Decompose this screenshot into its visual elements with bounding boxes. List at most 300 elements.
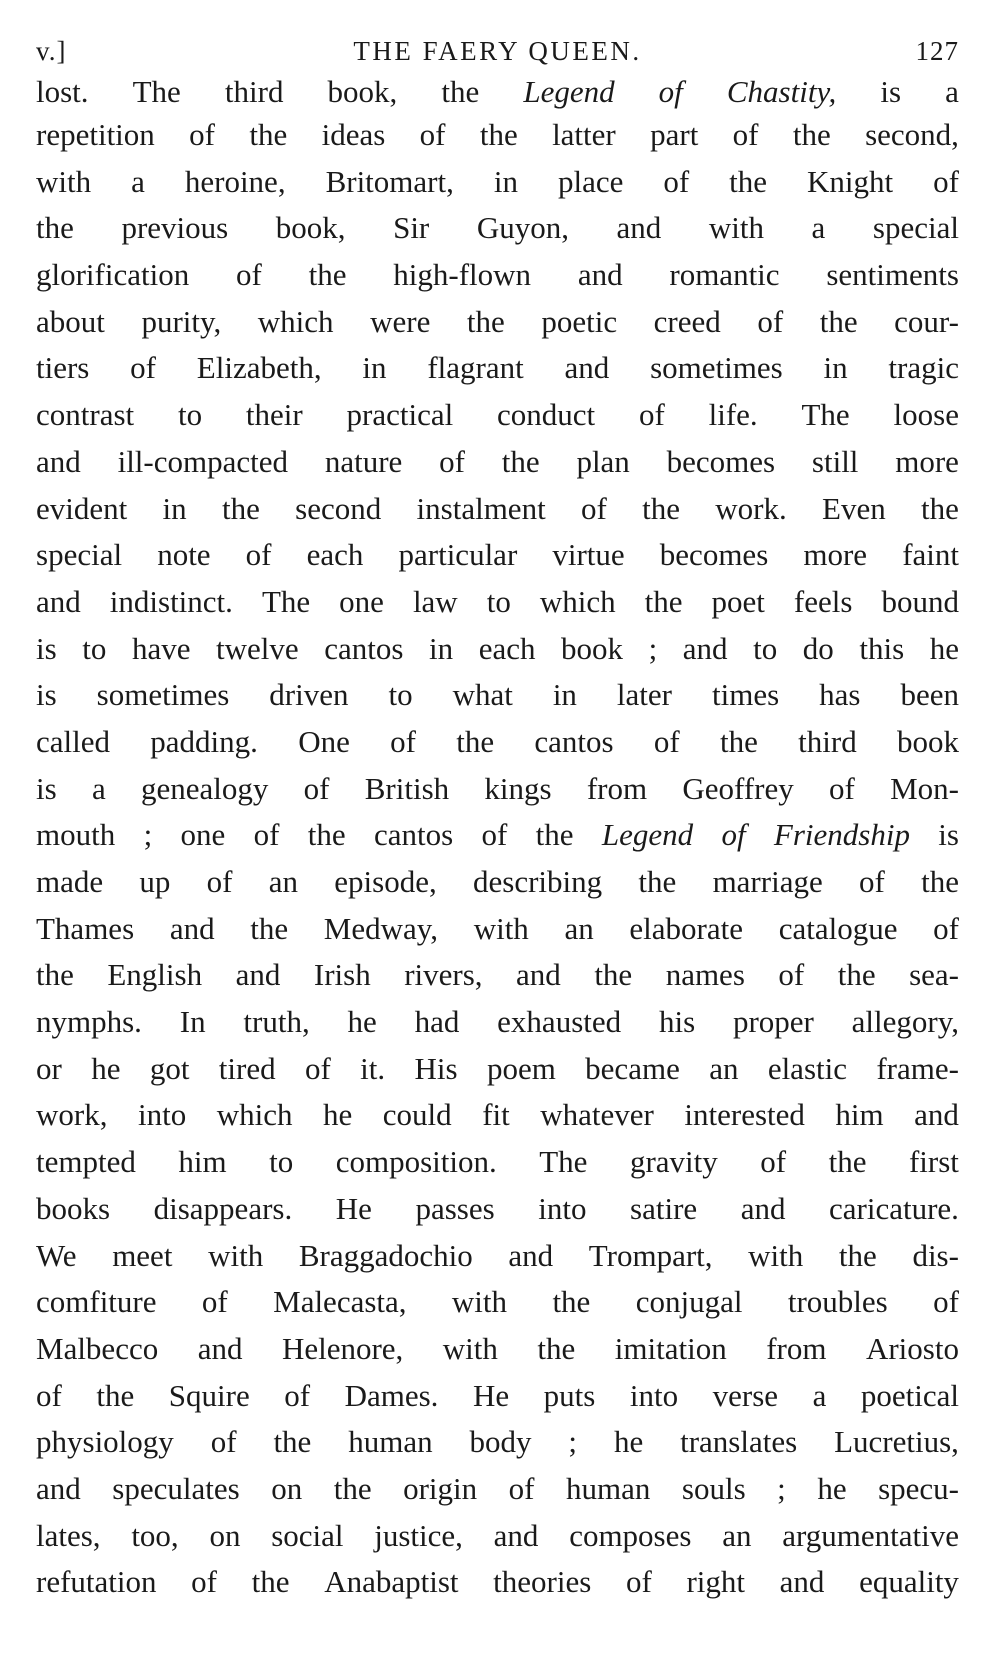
word: catalogue <box>778 910 898 946</box>
word: nymphs. <box>36 1004 142 1040</box>
word: of <box>303 770 330 806</box>
word: driven <box>269 677 349 713</box>
word: first <box>908 1144 959 1180</box>
word: cour- <box>894 303 959 339</box>
word: of <box>638 397 665 433</box>
word: and <box>616 210 662 246</box>
word: and <box>914 1097 959 1133</box>
body-text <box>36 72 959 1606</box>
word: an <box>564 910 594 946</box>
text-line <box>36 345 959 392</box>
word: with <box>748 1237 804 1273</box>
word: composes <box>569 1517 692 1553</box>
word: becomes <box>666 443 776 479</box>
word: he <box>347 1004 377 1040</box>
word: gravity <box>629 1144 718 1180</box>
word: times <box>711 677 780 713</box>
word: life. <box>708 397 758 433</box>
word: have <box>131 630 191 666</box>
word: and <box>169 910 215 946</box>
word: of <box>253 817 280 853</box>
word: feels <box>793 583 853 619</box>
word: of <box>390 723 416 759</box>
word: souls <box>681 1470 746 1506</box>
word: their <box>245 397 303 433</box>
word: the <box>249 117 288 152</box>
word: virtue <box>552 537 625 573</box>
word: about <box>36 303 105 339</box>
word: work, <box>36 1097 108 1133</box>
word: is <box>938 817 959 853</box>
word: poet <box>711 583 765 619</box>
word: Geoffrey <box>682 770 794 806</box>
word: third <box>798 723 857 759</box>
text-line <box>36 439 959 486</box>
word: it. <box>360 1050 386 1086</box>
word: the <box>36 210 74 246</box>
text-line <box>36 999 959 1046</box>
word: could <box>382 1097 452 1133</box>
word: puts <box>543 1377 596 1413</box>
word: theories <box>493 1564 592 1600</box>
word: of <box>658 74 683 109</box>
word: a <box>812 1377 827 1413</box>
word: lates, <box>36 1517 101 1553</box>
word: Thames <box>36 910 135 946</box>
word: previous <box>121 210 229 246</box>
text-line <box>36 1559 959 1606</box>
word: lost. <box>36 74 89 109</box>
text-line <box>36 1373 959 1420</box>
word: elaborate <box>629 910 744 946</box>
word: the <box>594 957 633 993</box>
word: His <box>414 1050 458 1086</box>
word: composition. <box>335 1144 497 1180</box>
word: in <box>162 490 187 526</box>
word: Britomart, <box>325 163 454 199</box>
word: Even <box>822 490 886 526</box>
word: each <box>478 630 536 666</box>
text-line <box>36 579 959 626</box>
word: special <box>872 210 959 246</box>
word: the <box>501 443 540 479</box>
word: nature <box>324 443 403 479</box>
word: padding. <box>150 723 258 759</box>
word: plan <box>576 443 630 479</box>
word: with <box>473 910 529 946</box>
word: right <box>686 1564 745 1600</box>
word: ; <box>777 1470 786 1506</box>
word: made <box>36 864 104 899</box>
word: each <box>306 537 364 573</box>
word: We <box>36 1237 77 1273</box>
text-line <box>36 72 959 112</box>
word: of <box>933 910 959 946</box>
word: the <box>720 723 758 759</box>
word: second <box>295 490 382 526</box>
word: of <box>580 490 607 526</box>
word: the <box>479 117 518 152</box>
word: of <box>245 537 272 573</box>
text-line <box>36 532 959 579</box>
word: is <box>36 630 57 666</box>
text-line <box>36 1092 959 1139</box>
word: he <box>613 1424 644 1460</box>
word: do <box>802 630 834 666</box>
word: of <box>721 817 746 853</box>
word: imitation <box>614 1330 727 1366</box>
word: the <box>441 74 480 109</box>
text-line <box>36 719 959 766</box>
word: troubles <box>787 1284 888 1320</box>
word: Malbecco <box>36 1330 159 1366</box>
word: an <box>722 1517 752 1553</box>
word: and <box>235 957 281 993</box>
word: fit <box>482 1097 510 1133</box>
word: on <box>271 1470 303 1506</box>
text-line <box>36 812 959 859</box>
word: had <box>414 1004 460 1040</box>
word: whatever <box>540 1097 654 1133</box>
word: got <box>149 1050 190 1086</box>
word: translates <box>680 1424 798 1460</box>
word: Guyon, <box>476 210 569 246</box>
word: is <box>36 770 57 806</box>
word: caricature. <box>829 1190 959 1226</box>
word: heroine, <box>184 163 286 199</box>
word: to <box>486 583 511 619</box>
word: of <box>284 1377 311 1413</box>
word: of <box>419 117 446 152</box>
word: body <box>469 1424 532 1460</box>
word: of <box>653 723 680 759</box>
word: He <box>472 1377 510 1413</box>
word: to <box>388 677 413 713</box>
word: of <box>858 864 885 899</box>
word: latter <box>552 117 616 152</box>
word: book <box>897 723 959 759</box>
word: justice, <box>374 1517 463 1553</box>
word: high-flown <box>393 257 532 293</box>
text-line <box>36 159 959 206</box>
word: Legend <box>523 74 615 109</box>
text-line <box>36 1233 959 1280</box>
word: tiers <box>36 350 90 386</box>
word: British <box>364 770 450 806</box>
word: purity, <box>141 303 222 339</box>
word: glorification <box>36 257 190 293</box>
word: the <box>250 910 289 946</box>
word: and <box>493 1517 539 1553</box>
word: human <box>566 1470 651 1506</box>
word: ill-compacted <box>117 443 289 479</box>
word: with <box>36 163 92 199</box>
text-line <box>36 486 959 533</box>
word: of <box>201 1284 228 1320</box>
word: and <box>36 443 81 479</box>
word: bound <box>881 583 959 619</box>
word: dis- <box>912 1237 959 1273</box>
word: frame- <box>876 1050 959 1086</box>
word: Malecasta, <box>273 1284 407 1320</box>
word: he <box>91 1050 121 1086</box>
word: indistinct. <box>109 583 233 619</box>
word: of <box>206 864 233 899</box>
word: the <box>837 957 876 993</box>
word: practical <box>346 397 454 433</box>
word: contrast <box>36 397 135 433</box>
word: is <box>880 74 902 109</box>
word: creed <box>653 303 721 339</box>
word: with <box>451 1284 508 1320</box>
word: of <box>508 1470 535 1506</box>
word: book <box>561 630 624 666</box>
word: and <box>508 1237 554 1273</box>
word: more <box>803 537 868 573</box>
word: the <box>535 817 574 853</box>
word: social <box>271 1517 344 1553</box>
word: and <box>197 1330 243 1366</box>
word: and <box>516 957 561 993</box>
word: been <box>900 677 959 713</box>
word: in <box>552 677 577 713</box>
word: poetic <box>541 303 618 339</box>
word: the <box>466 303 505 339</box>
running-header <box>36 22 959 72</box>
word: romantic <box>669 257 780 293</box>
word: were <box>370 303 431 339</box>
word: conjugal <box>635 1284 743 1320</box>
word: disappears. <box>153 1190 293 1226</box>
word: Mon- <box>890 770 959 806</box>
word: note <box>157 537 211 573</box>
word: proper <box>732 1004 814 1040</box>
word: a <box>91 770 106 806</box>
word: Legend <box>601 817 694 853</box>
word: book, <box>275 210 346 246</box>
word: work. <box>715 490 787 526</box>
word: the <box>838 1237 877 1273</box>
word: Ariosto <box>865 1330 959 1366</box>
running-title: THE FAERY QUEEN. <box>353 36 642 66</box>
word: Dames. <box>344 1377 439 1413</box>
word: into <box>538 1190 587 1226</box>
word: of <box>933 163 959 199</box>
word: up <box>139 864 171 899</box>
word: the <box>273 1424 312 1460</box>
word: of <box>36 1377 62 1413</box>
word: the <box>308 257 347 293</box>
word: too, <box>131 1517 179 1553</box>
text-line <box>36 1186 959 1233</box>
word: the <box>642 490 680 526</box>
word: The <box>132 74 181 109</box>
word: of <box>481 817 508 853</box>
word: twelve <box>216 630 299 666</box>
word: law <box>412 583 458 619</box>
word: conduct <box>497 397 596 433</box>
word: and <box>36 583 81 619</box>
word: and <box>682 630 728 666</box>
book-page <box>36 22 959 1606</box>
word: the <box>638 864 677 899</box>
word: interested <box>684 1097 805 1133</box>
text-line <box>36 1419 959 1466</box>
word: and <box>740 1190 786 1226</box>
word: of <box>933 1284 959 1320</box>
text-line <box>36 626 959 673</box>
word: third <box>224 74 284 109</box>
word: on <box>209 1517 241 1553</box>
word: in <box>823 350 848 386</box>
word: special <box>36 537 123 573</box>
word: satire <box>630 1190 698 1226</box>
word: human <box>348 1424 433 1460</box>
word: an <box>268 864 299 899</box>
word: Sir <box>393 210 430 246</box>
word: Trompart, <box>588 1237 713 1273</box>
text-line <box>36 1279 959 1326</box>
word: which <box>216 1097 293 1133</box>
word: ; <box>648 630 658 666</box>
word: of <box>732 117 759 152</box>
word: a <box>131 163 145 199</box>
word: meet <box>112 1237 173 1273</box>
text-line <box>36 205 959 252</box>
word: to <box>82 630 107 666</box>
word: of <box>191 1564 217 1600</box>
text-line <box>36 1326 959 1373</box>
word: tragic <box>888 350 959 386</box>
word: tempted <box>36 1144 136 1180</box>
word: flagrant <box>427 350 524 386</box>
word: sometimes <box>96 677 230 713</box>
word: sometimes <box>650 350 783 386</box>
word: the <box>729 163 768 199</box>
word: the <box>221 490 260 526</box>
word: and <box>779 1564 825 1600</box>
word: the <box>333 1470 372 1506</box>
word: evident <box>36 490 128 526</box>
text-line <box>36 1513 959 1560</box>
word: ; <box>143 817 153 853</box>
word: the <box>307 817 346 853</box>
word: in <box>429 630 454 666</box>
word: The <box>261 583 311 619</box>
word: he <box>817 1470 847 1506</box>
word: refutation <box>36 1564 157 1600</box>
word: kings <box>484 770 552 806</box>
word: One <box>298 723 350 759</box>
text-line <box>36 859 959 906</box>
word: tired <box>218 1050 276 1086</box>
word: a <box>945 74 959 109</box>
text-line <box>36 252 959 299</box>
word: the <box>251 1564 290 1600</box>
word: of <box>439 443 465 479</box>
word: becomes <box>659 537 769 573</box>
word: The <box>801 397 850 433</box>
word: rivers, <box>404 957 483 993</box>
word: Irish <box>313 957 371 993</box>
word: him <box>835 1097 884 1133</box>
word: elastic <box>767 1050 847 1086</box>
word: the <box>792 117 831 152</box>
word: passes <box>415 1190 495 1226</box>
word: which <box>257 303 334 339</box>
text-line <box>36 1046 959 1093</box>
word: and <box>36 1470 81 1506</box>
text-line <box>36 906 959 953</box>
word: particular <box>398 537 518 573</box>
word: of <box>625 1564 652 1600</box>
word: which <box>539 583 616 619</box>
word: with <box>208 1237 264 1273</box>
chapter-marker: v.] <box>36 36 67 66</box>
word: origin <box>403 1470 478 1506</box>
word: and <box>564 350 610 386</box>
word: what <box>452 677 513 713</box>
word: specu- <box>878 1470 959 1506</box>
word: Squire <box>168 1377 250 1413</box>
word: an <box>709 1050 739 1086</box>
word: describing <box>473 864 603 899</box>
word: the <box>96 1377 135 1413</box>
word: argumentative <box>782 1517 959 1553</box>
word: the <box>819 303 858 339</box>
word: part <box>650 117 699 152</box>
word: cantos <box>534 723 614 759</box>
word: of <box>304 1050 331 1086</box>
word: in <box>362 350 387 386</box>
text-line <box>36 1139 959 1186</box>
word: the <box>456 723 495 759</box>
word: marriage <box>712 864 823 899</box>
word: Medway, <box>323 910 439 946</box>
word: verse <box>712 1377 779 1413</box>
word: ; <box>568 1424 578 1460</box>
word: later <box>616 677 672 713</box>
word: of <box>757 303 784 339</box>
word: became <box>585 1050 680 1086</box>
word: the <box>828 1144 867 1180</box>
word: this <box>859 630 905 666</box>
word: Elizabeth, <box>196 350 322 386</box>
word: of <box>130 350 156 386</box>
word: the <box>36 957 74 993</box>
word: one <box>339 583 384 619</box>
word: of <box>189 117 215 152</box>
word: names <box>665 957 745 993</box>
text-line <box>36 766 959 813</box>
word: and <box>577 257 623 293</box>
word: cantos <box>324 630 404 666</box>
word: sentiments <box>826 257 959 293</box>
word: physiology <box>36 1424 174 1460</box>
word: truth, <box>243 1004 310 1040</box>
word: loose <box>893 397 959 433</box>
word: He <box>335 1190 372 1226</box>
word: into <box>629 1377 679 1413</box>
word: the <box>921 490 959 526</box>
word: him <box>178 1144 227 1180</box>
word: in <box>493 163 518 199</box>
text-line <box>36 1466 959 1513</box>
word: equality <box>859 1564 959 1600</box>
word: with <box>442 1330 498 1366</box>
word: genealogy <box>140 770 269 806</box>
word: the <box>921 864 959 899</box>
